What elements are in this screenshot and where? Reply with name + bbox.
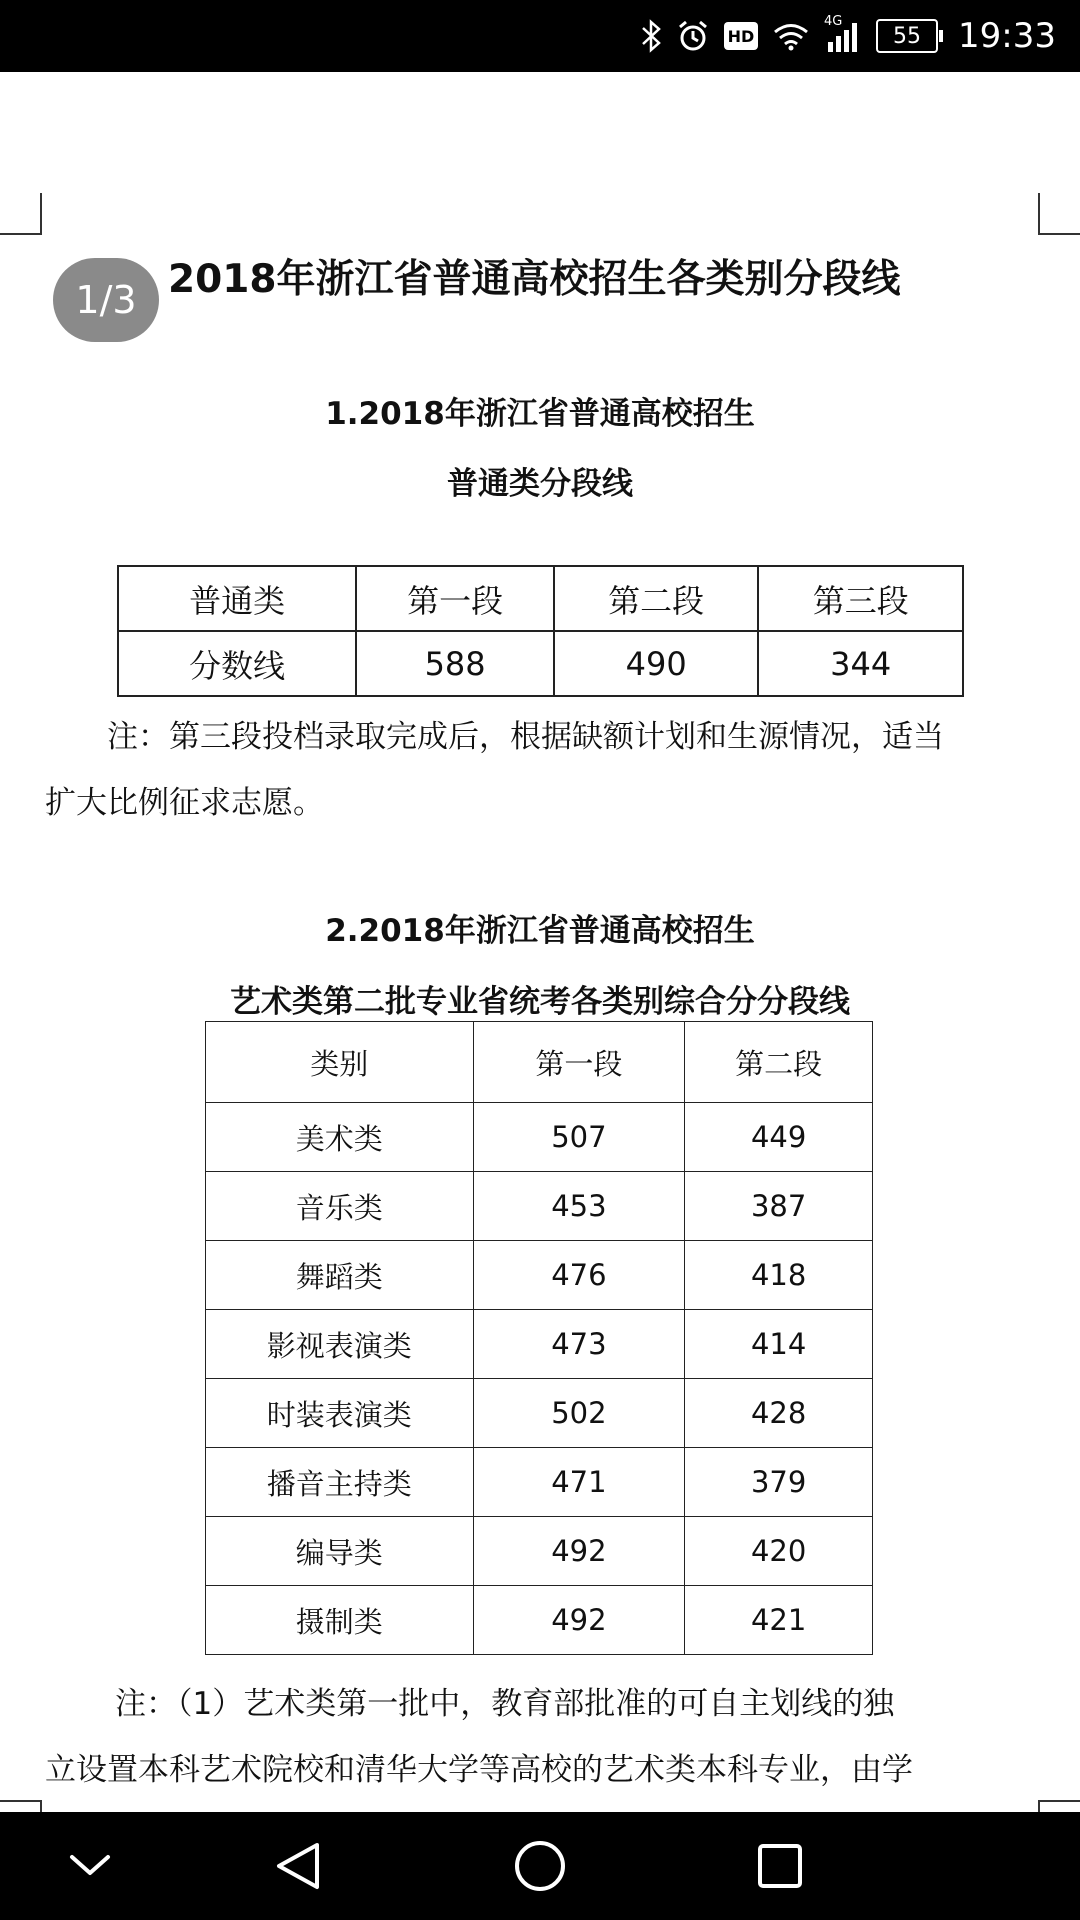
network-type: 4G xyxy=(824,14,843,29)
table-cell: 414 xyxy=(685,1310,873,1379)
table-row xyxy=(206,1103,873,1172)
table-row xyxy=(206,1241,873,1310)
section1-note-line2: 扩大比例征求志愿。 xyxy=(45,785,324,821)
table-cell: 第一段 xyxy=(473,1022,685,1103)
recents-icon[interactable] xyxy=(740,1812,820,1920)
table-cell: 编导类 xyxy=(206,1517,474,1586)
signal-icon xyxy=(824,14,862,52)
table-cell: 第二段 xyxy=(554,566,759,631)
table-cell: 普通类 xyxy=(118,566,356,631)
section2-note-line2: 立设置本科艺术院校和清华大学等高校的艺术类本科专业，由学 xyxy=(45,1752,913,1788)
table-cell: 时装表演类 xyxy=(206,1379,474,1448)
table-cell: 471 xyxy=(473,1448,685,1517)
table-cell: 507 xyxy=(473,1103,685,1172)
table-cell: 第二段 xyxy=(685,1022,873,1103)
page-indicator[interactable]: 1/3 xyxy=(53,258,159,342)
page-corner-top-left xyxy=(0,193,42,235)
section2-heading-line1: 2.2018年浙江省普通高校招生 xyxy=(325,913,755,949)
navigation-bar xyxy=(0,1812,1080,1920)
table-cell: 类别 xyxy=(206,1022,474,1103)
table-cell: 舞蹈类 xyxy=(206,1241,474,1310)
table-cell: 影视表演类 xyxy=(206,1310,474,1379)
table-cell: 502 xyxy=(473,1379,685,1448)
svg-text:HD: HD xyxy=(727,27,755,46)
battery-level: 55 xyxy=(893,23,922,49)
table-row xyxy=(206,1586,873,1655)
section2-note-line1: 注：（1）艺术类第一批中，教育部批准的可自主划线的独 xyxy=(115,1686,895,1722)
clock: 19:33 xyxy=(958,16,1056,56)
table-cell: 449 xyxy=(685,1103,873,1172)
table-cell: 第三段 xyxy=(758,566,963,631)
table-cell: 420 xyxy=(685,1517,873,1586)
table-cell: 第一段 xyxy=(356,566,554,631)
collapse-icon[interactable] xyxy=(50,1812,130,1920)
back-icon[interactable] xyxy=(258,1812,338,1920)
table-cell: 492 xyxy=(473,1586,685,1655)
status-bar xyxy=(0,0,1080,72)
table-cell: 摄制类 xyxy=(206,1586,474,1655)
section1-note-line1: 注：第三段投档录取完成后，根据缺额计划和生源情况，适当 xyxy=(107,719,944,755)
general-score-table xyxy=(117,565,964,697)
page-corner-top-right xyxy=(1038,193,1080,235)
table-cell: 473 xyxy=(473,1310,685,1379)
table-header-row xyxy=(206,1022,873,1103)
table-cell: 418 xyxy=(685,1241,873,1310)
table-row xyxy=(206,1379,873,1448)
battery-icon xyxy=(876,19,938,53)
table-cell: 344 xyxy=(758,631,963,696)
table-cell: 476 xyxy=(473,1241,685,1310)
table-row xyxy=(206,1172,873,1241)
table-row xyxy=(206,1448,873,1517)
wifi-icon xyxy=(772,21,810,51)
table-cell: 588 xyxy=(356,631,554,696)
table-header-row xyxy=(118,566,963,631)
table-cell: 492 xyxy=(473,1517,685,1586)
section1-heading-line2: 普通类分段线 xyxy=(447,466,633,502)
art-score-table xyxy=(205,1021,873,1655)
bluetooth-icon xyxy=(640,19,662,53)
home-icon[interactable] xyxy=(500,1812,580,1920)
alarm-icon xyxy=(676,19,710,53)
table-cell: 490 xyxy=(554,631,759,696)
table-cell: 428 xyxy=(685,1379,873,1448)
status-icons xyxy=(640,0,1056,72)
section1-heading-line1: 1.2018年浙江省普通高校招生 xyxy=(325,396,755,432)
section2-heading-line2: 艺术类第二批专业省统考各类别综合分分段线 xyxy=(230,984,850,1020)
hd-icon xyxy=(724,22,758,50)
table-cell: 音乐类 xyxy=(206,1172,474,1241)
table-cell: 379 xyxy=(685,1448,873,1517)
table-row xyxy=(206,1310,873,1379)
table-cell: 453 xyxy=(473,1172,685,1241)
document-title: 2018年浙江省普通高校招生各类别分段线 xyxy=(168,257,901,302)
table-row xyxy=(118,631,963,696)
table-row xyxy=(206,1517,873,1586)
table-cell: 421 xyxy=(685,1586,873,1655)
table-cell: 387 xyxy=(685,1172,873,1241)
table-cell: 美术类 xyxy=(206,1103,474,1172)
table-cell: 播音主持类 xyxy=(206,1448,474,1517)
table-cell: 分数线 xyxy=(118,631,356,696)
